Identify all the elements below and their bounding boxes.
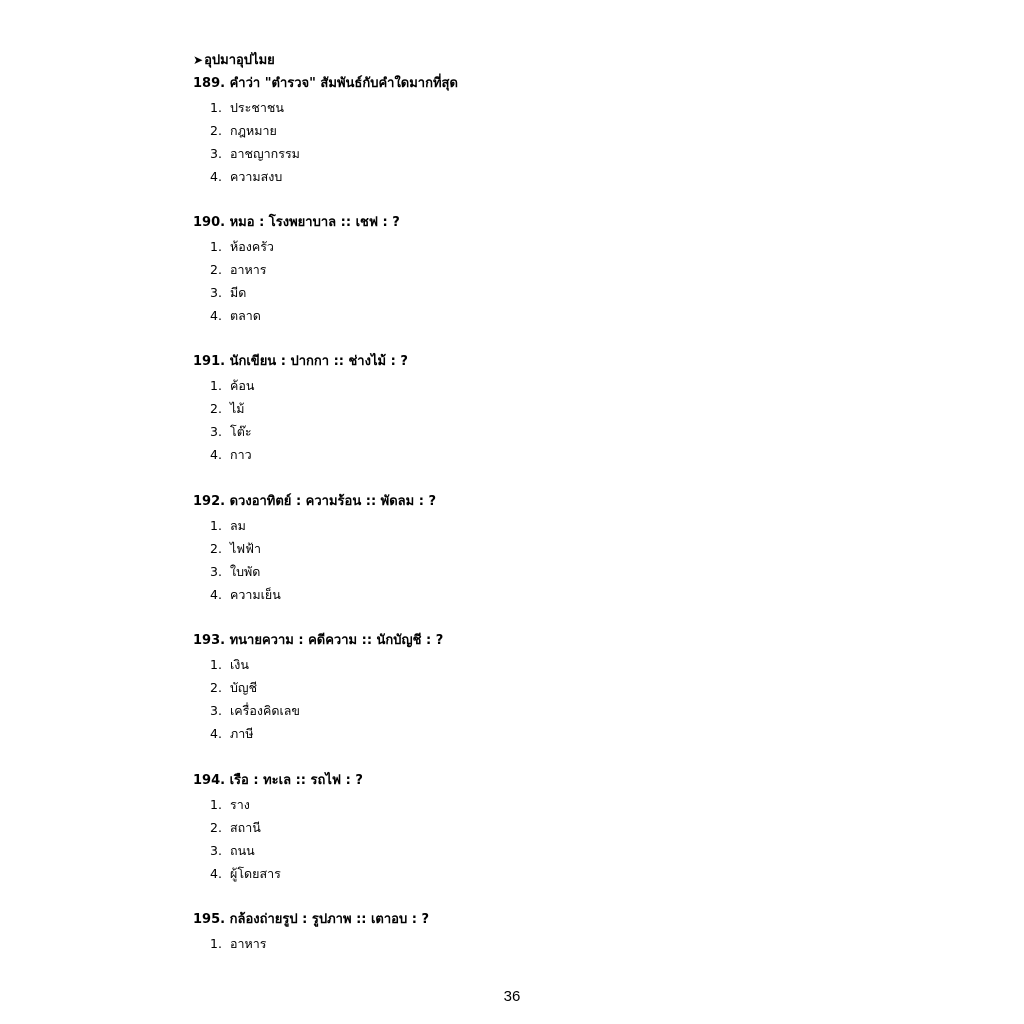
option-text: ตลาด: [230, 308, 261, 324]
option-number: 2: [210, 122, 218, 138]
question-text: 191. นักเขียน : ปากกา :: ช่างไม้ : ?: [193, 354, 408, 369]
option-text: อาชญากรรม: [230, 146, 300, 162]
question-190: [193, 213, 400, 330]
option-text: กาว: [230, 447, 252, 463]
question-191: [193, 352, 408, 469]
option-item: 4 . ตลาด: [193, 306, 400, 329]
option-item: 4 . ภาษี: [193, 724, 443, 747]
option-text: อาหาร: [230, 935, 267, 951]
option-item: 4 . ความสงบ: [193, 167, 458, 190]
option-item: 1 . ค้อน: [193, 376, 408, 399]
option-number: 1: [210, 377, 218, 393]
option-number: 3: [210, 703, 218, 719]
option-item: 2 . อาหาร: [193, 260, 400, 283]
option-number: 1: [210, 238, 218, 254]
option-text: ราง: [230, 796, 250, 812]
option-item: 1 . ประชาชน: [193, 98, 458, 121]
option-text: ผู้โดยสาร: [230, 866, 281, 882]
question-text: 194. เรือ : ทะเล :: รถไฟ : ?: [193, 773, 363, 788]
option-item: 3 . ถนน: [193, 841, 363, 864]
question-193: [193, 631, 443, 748]
option-number: 3: [210, 146, 218, 162]
option-text: ค้อน: [230, 377, 255, 393]
option-number: 3: [210, 564, 218, 580]
option-number: 4: [210, 866, 218, 882]
option-text: ภาษี: [230, 726, 254, 742]
option-item: 1 . เงิน: [193, 655, 443, 678]
option-item: 4 . ความเย็น: [193, 585, 436, 608]
option-item: 2 . ไฟฟ้า: [193, 539, 436, 562]
option-number: 2: [210, 819, 218, 835]
option-item: 2 . บัญชี: [193, 678, 443, 701]
option-number: 4: [210, 447, 218, 463]
question-text: 192. ดวงอาทิตย์ : ความร้อน :: พัดลม : ?: [193, 494, 437, 509]
option-number: 3: [210, 843, 218, 859]
option-number: 1: [210, 935, 218, 951]
question-text: 189. คำว่า "ตำรวจ" สัมพันธ์กับคำใดมากที่สุด: [193, 76, 458, 91]
option-number: 1: [210, 656, 218, 672]
option-item: 2 . สถานี: [193, 818, 363, 841]
option-text: ห้องครัว: [230, 238, 274, 254]
option-text: ใบพัด: [230, 564, 261, 580]
option-number: 4: [210, 587, 218, 603]
option-item: 1 . ลม: [193, 516, 436, 539]
section-title-text: อุปมาอุปไมย: [204, 53, 275, 68]
option-number: 4: [210, 169, 218, 185]
option-text: เงิน: [230, 656, 249, 672]
question-text: 193. ทนายความ : คดีความ :: นักบัญชี : ?: [193, 633, 444, 648]
option-item: 3 . อาชญากรรม: [193, 144, 458, 167]
option-item: 1 . ห้องครัว: [193, 237, 400, 260]
option-item: 4 . ผู้โดยสาร: [193, 864, 363, 887]
option-number: 3: [210, 424, 218, 440]
option-text: เครื่องคิดเลข: [230, 703, 300, 719]
option-text: ไฟฟ้า: [230, 540, 262, 556]
option-item: 3 . ใบพัด: [193, 562, 436, 585]
option-number: 1: [210, 517, 218, 533]
page-number: 36: [503, 988, 521, 1005]
question-192: [193, 492, 436, 609]
option-item: 3 . โต๊ะ: [193, 422, 408, 445]
option-text: กฎหมาย: [230, 122, 277, 138]
option-item: 3 . เครื่องคิดเลข: [193, 701, 443, 724]
option-text: ถนน: [230, 843, 255, 859]
option-number: 2: [210, 679, 218, 695]
option-text: ความเย็น: [230, 587, 281, 603]
option-number: 2: [210, 400, 218, 416]
option-number: 2: [210, 540, 218, 556]
option-number: 2: [210, 261, 218, 277]
question-text: 195. กล้องถ่ายรูป : รูปภาพ :: เตาอบ : ?: [193, 912, 430, 927]
option-number: 4: [210, 308, 218, 324]
option-number: 1: [210, 796, 218, 812]
option-text: บัญชี: [230, 679, 258, 695]
option-number: 4: [210, 726, 218, 742]
option-number: 1: [210, 99, 218, 115]
option-text: มีด: [230, 285, 247, 301]
option-item: 2 . ไม้: [193, 399, 408, 422]
option-text: ลม: [230, 517, 246, 533]
option-item: 3 . มีด: [193, 283, 400, 306]
section-title: [193, 50, 275, 71]
option-item: 1 . อาหาร: [193, 934, 429, 957]
option-text: อาหาร: [230, 261, 267, 277]
option-text: สถานี: [230, 819, 261, 835]
option-text: โต๊ะ: [230, 424, 252, 440]
arrow-bullet-icon: ➤: [193, 53, 204, 67]
option-text: ไม้: [230, 400, 245, 416]
question-195: [193, 910, 429, 957]
option-text: ความสงบ: [230, 169, 283, 185]
option-number: 3: [210, 285, 218, 301]
option-item: 4 . กาว: [193, 445, 408, 468]
option-text: ประชาชน: [230, 99, 284, 115]
option-item: 2 . กฎหมาย: [193, 121, 458, 144]
question-text: 190. หมอ : โรงพยาบาล :: เชฟ : ?: [193, 215, 400, 230]
question-189: [193, 74, 458, 191]
option-item: 1 . ราง: [193, 795, 363, 818]
question-194: [193, 771, 363, 888]
